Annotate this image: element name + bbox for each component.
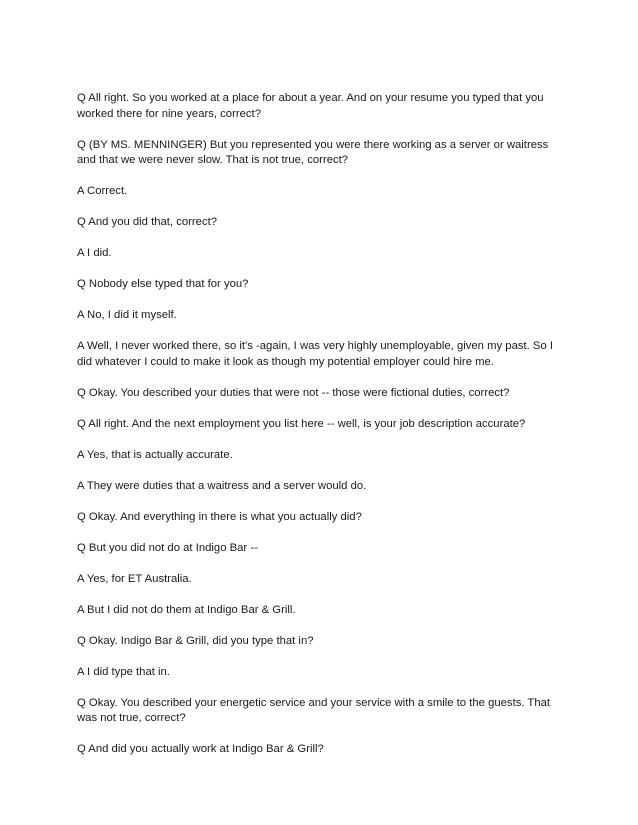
transcript-paragraph: Q And you did that, correct?	[77, 216, 218, 228]
transcript-paragraph: Q Okay. You described your duties that were not -- those were fictional duties, correct?	[77, 386, 510, 399]
transcript-paragraph: Q But you did not do at Indigo Bar --	[77, 541, 258, 554]
transcript-paragraph: Q Okay. You described your energetic service and your service with a smile to the guests. That was not true, correct?	[77, 696, 551, 724]
transcript-paragraph: Q Nobody else typed that for you?	[77, 278, 249, 290]
transcript-paragraph: Q All right. And the next employment you list here -- well, is your job description accurate?	[77, 417, 526, 430]
transcript-paragraph: A Well, I never worked there, so it's -again, I was very highly unemployable, given my past. So I did whatever I could to make it look as though my potential employer could hire me.	[77, 340, 554, 368]
transcript-paragraph: Q All right. So you worked at a place for about a year. And on your resume you typed that you worked there for nine years, correct?	[77, 92, 544, 120]
transcript-paragraph: A I did type that in.	[77, 665, 170, 678]
transcript-paragraph: A Correct.	[77, 185, 128, 197]
transcript-paragraph: Q Okay. And everything in there is what you actually did?	[77, 510, 362, 523]
transcript-paragraph: Q And did you actually work at Indigo Bar & Grill?	[77, 743, 324, 755]
transcript-body	[77, 91, 563, 773]
transcript-paragraph: A I did.	[77, 247, 112, 259]
transcript-paragraph: Q Okay. Indigo Bar & Grill, did you type that in?	[77, 634, 314, 647]
transcript-paragraph: A They were duties that a waitress and a server would do.	[77, 479, 367, 492]
transcript-paragraph: A Yes, for ET Australia.	[77, 572, 192, 585]
transcript-paragraph: Q (BY MS. MENNINGER) But you represented you were there working as a server or waitress and that we were never slow. That is not true, correct?	[77, 138, 549, 166]
transcript-paragraph: A Yes, that is actually accurate.	[77, 448, 233, 461]
transcript-paragraph: A But I did not do them at Indigo Bar & Grill.	[77, 603, 296, 616]
transcript-paragraph: A No, I did it myself.	[77, 309, 177, 321]
